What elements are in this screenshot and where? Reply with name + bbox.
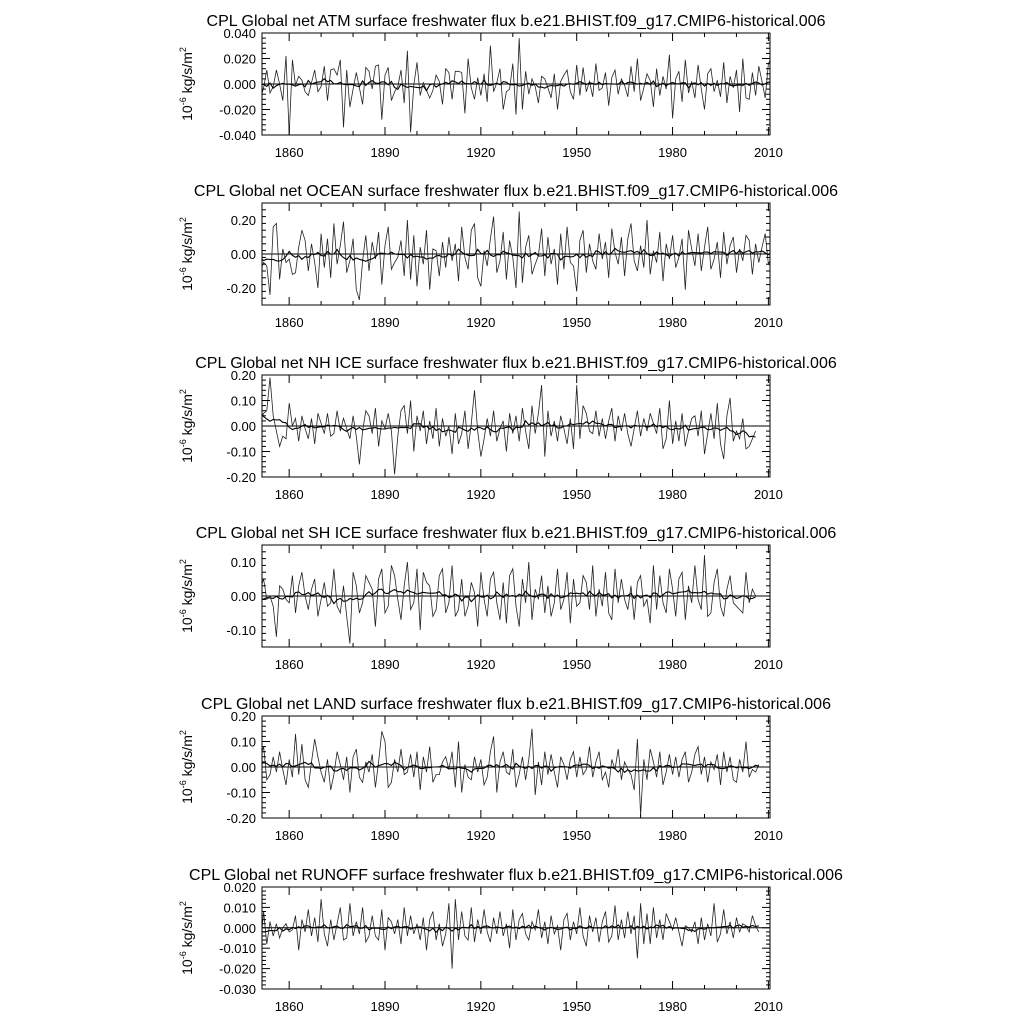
x-tick-label: 1920 (466, 315, 496, 330)
y-tick-label: 0.020 (223, 51, 256, 67)
y-axis-label (178, 217, 195, 291)
y-tick-label: 0.00 (230, 760, 256, 775)
x-tick-label: 1890 (370, 657, 400, 672)
panel-title: CPL Global net NH ICE surface freshwater flux b.e21.BHIST.f09_g17.CMIP6-historical.006 (195, 355, 837, 372)
x-tick-label: 1950 (562, 657, 592, 672)
x-tick-label: 1860 (274, 315, 304, 330)
y-label-superscript: -6 (178, 267, 188, 276)
y-label-text: 10 (179, 447, 195, 463)
panel-title: CPL Global net OCEAN surface freshwater flux b.e21.BHIST.f09_g17.CMIP6-historical.006 (193, 183, 839, 200)
x-tick-label: 1890 (370, 999, 400, 1014)
y-tick-label: -0.10 (226, 623, 256, 638)
y-tick-label: 0.00 (230, 419, 256, 434)
y-tick-label: -0.020 (219, 102, 256, 118)
panel-4 (178, 525, 836, 672)
x-tick-label: 1860 (274, 828, 304, 843)
annual-series-line (260, 729, 758, 816)
y-label-superscript: -6 (178, 97, 188, 106)
y-tick-label: 0.20 (230, 709, 256, 724)
x-tick-label: 1980 (658, 999, 688, 1014)
y-label-text: 10 (179, 959, 195, 975)
x-tick-label: 1980 (658, 315, 688, 330)
y-label-text: 10 (179, 105, 195, 121)
x-tick-label: 1950 (562, 315, 592, 330)
x-tick-label: 1890 (370, 828, 400, 843)
y-axis-label (178, 559, 195, 633)
y-tick-label: -0.20 (226, 281, 256, 296)
y-tick-label: 0.00 (230, 589, 256, 604)
x-tick-label: 2010 (753, 487, 783, 502)
x-tick-label: 1980 (658, 145, 688, 160)
y-axis-label (178, 47, 195, 121)
y-label-superscript: 2 (178, 47, 188, 53)
y-axis-label (178, 389, 195, 463)
y-tick-label: -0.030 (219, 982, 256, 997)
y-tick-label: -0.010 (219, 941, 256, 957)
panel-2 (178, 183, 838, 330)
y-tick-label: 0.20 (230, 213, 256, 228)
y-tick-label: 0.000 (223, 920, 256, 936)
y-label-text: kg/s/m (179, 222, 195, 268)
y-label-superscript: -6 (178, 780, 188, 789)
x-tick-label: 2010 (753, 145, 783, 160)
y-tick-label: 0.10 (230, 734, 256, 750)
y-label-superscript: 2 (178, 901, 188, 907)
y-tick-label: -0.10 (226, 444, 256, 460)
x-tick-label: 1980 (658, 487, 688, 502)
x-tick-label: 1950 (562, 828, 592, 843)
x-tick-label: 1920 (466, 999, 496, 1014)
x-tick-label: 1890 (370, 487, 400, 502)
panel-5 (178, 696, 831, 843)
panel-1 (178, 13, 826, 160)
x-tick-label: 1920 (466, 145, 496, 160)
y-label-superscript: 2 (178, 389, 188, 395)
x-tick-label: 1890 (370, 315, 400, 330)
x-tick-label: 2010 (753, 999, 783, 1014)
x-tick-label: 1950 (562, 999, 592, 1014)
x-tick-label: 1860 (274, 487, 304, 502)
y-tick-label: 0.010 (223, 900, 256, 916)
x-tick-label: 1920 (466, 828, 496, 843)
x-tick-label: 2010 (753, 315, 783, 330)
y-axis-label (178, 730, 195, 804)
annual-series-line (260, 555, 755, 643)
y-tick-label: -0.020 (219, 961, 256, 977)
y-label-text: kg/s/m (179, 52, 195, 98)
y-label-text: kg/s/m (179, 735, 195, 781)
panel-title: CPL Global net LAND surface freshwater flux b.e21.BHIST.f09_g17.CMIP6-historical.006 (201, 696, 831, 713)
x-tick-label: 1950 (562, 487, 592, 502)
x-tick-label: 1950 (562, 145, 592, 160)
y-tick-label: 0.10 (230, 393, 256, 409)
panel-title: CPL Global net SH ICE surface freshwater flux b.e21.BHIST.f09_g17.CMIP6-historical.006 (195, 525, 837, 542)
y-label-superscript: 2 (178, 217, 188, 223)
y-label-text: kg/s/m (179, 564, 195, 610)
y-label-text: 10 (179, 788, 195, 804)
x-tick-label: 1890 (370, 145, 400, 160)
y-tick-label: -0.20 (226, 470, 256, 485)
panel-title: CPL Global net RUNOFF surface freshwater flux b.e21.BHIST.f09_g17.CMIP6-historical.006 (189, 867, 843, 884)
y-tick-label: 0.00 (230, 247, 256, 262)
panel-3 (178, 355, 837, 502)
y-tick-label: 0.020 (223, 880, 256, 895)
y-tick-label: -0.10 (226, 785, 256, 801)
y-label-superscript: 2 (178, 559, 188, 565)
x-tick-label: 1860 (274, 145, 304, 160)
y-tick-label: -0.20 (226, 811, 256, 826)
x-tick-label: 2010 (753, 657, 783, 672)
y-tick-label: 0.20 (230, 368, 256, 383)
y-label-text: kg/s/m (179, 906, 195, 952)
y-label-text: 10 (179, 617, 195, 633)
x-tick-label: 1920 (466, 487, 496, 502)
y-tick-label: -0.040 (219, 128, 256, 143)
y-axis-label (178, 901, 195, 975)
y-tick-label: 0.040 (223, 26, 256, 41)
x-tick-label: 1980 (658, 657, 688, 672)
x-tick-label: 1860 (274, 657, 304, 672)
y-label-superscript: -6 (178, 951, 188, 960)
x-tick-label: 1920 (466, 657, 496, 672)
x-tick-label: 2010 (753, 828, 783, 843)
x-tick-label: 1860 (274, 999, 304, 1014)
y-label-text: kg/s/m (179, 394, 195, 440)
y-label-text: 10 (179, 275, 195, 291)
y-tick-label: 0.10 (230, 555, 256, 570)
panel-6 (178, 867, 843, 1014)
running-mean-line (260, 925, 758, 933)
x-tick-label: 1980 (658, 828, 688, 843)
y-label-superscript: -6 (178, 609, 188, 618)
y-label-superscript: -6 (178, 439, 188, 448)
y-tick-label: 0.000 (223, 77, 256, 92)
panel-title: CPL Global net ATM surface freshwater flux b.e21.BHIST.f09_g17.CMIP6-historical.006 (206, 13, 826, 30)
annual-series-line (260, 899, 758, 968)
y-label-superscript: 2 (178, 730, 188, 736)
